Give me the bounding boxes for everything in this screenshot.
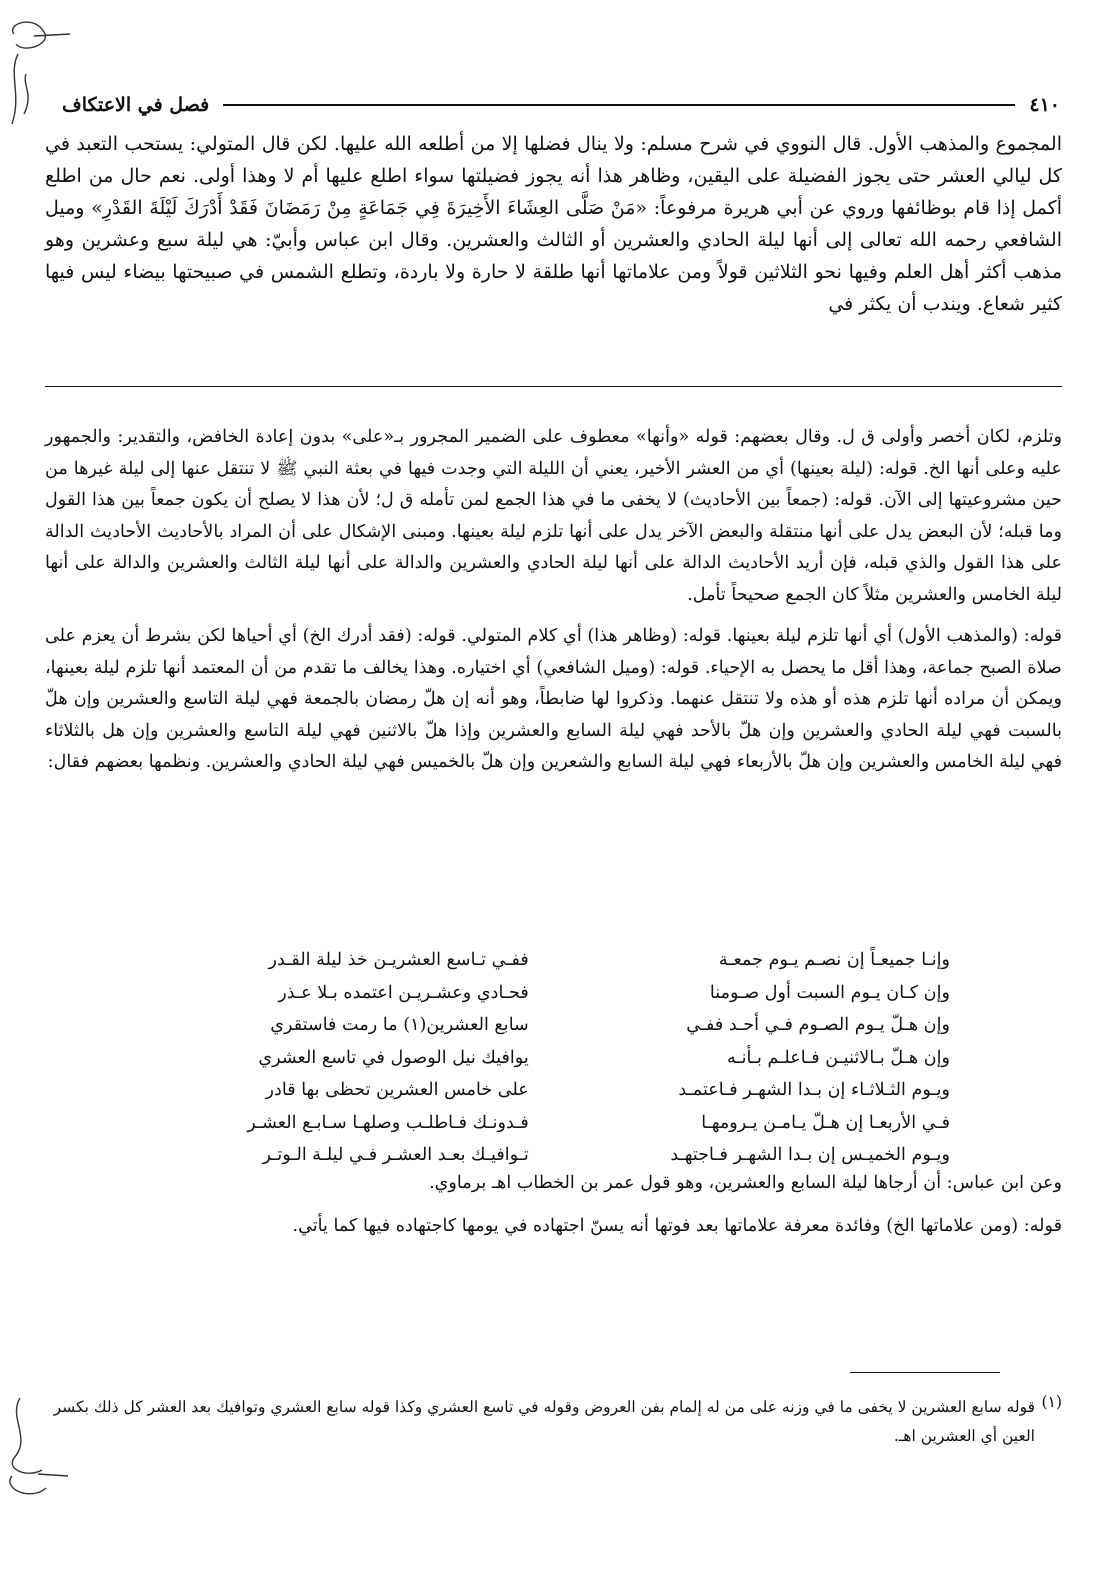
footnote: قوله سابع العشرين لا يخفى ما في وزنه على من له إلمام بفن العروض وقوله في تاسع العشري وكذا قوله سابع العشري وتوافيك بعد العشر كل ذلك بكسر العين أي العشرين اهـ. bbox=[53, 1398, 1035, 1445]
hemistich-second: يوافيك نيل الوصول في تاسع العشري bbox=[258, 1047, 529, 1068]
hemistich-first: ويـوم الخميـس إن بـدا الشهـر فـاجتهـد bbox=[670, 1145, 950, 1165]
after-poem-paragraph: قوله: (ومن علاماتها الخ) وفائدة معرفة علاماتها بعد فوتها أنه يسنّ اجتهاده في يومها كاجتهاده فيها كما يأتي. bbox=[292, 1216, 1062, 1236]
hemistich-second: تـوافيـك بعـد العشـر فـي ليلـة الـوتـر bbox=[262, 1145, 529, 1165]
poem-line bbox=[140, 944, 950, 977]
footnote-separator bbox=[850, 1372, 1000, 1373]
commentary-paragraph: قوله: (والمذهب الأول) أي أنها تلزم ليلة بعينها. قوله: (وظاهر هذا) أي كلام المتولي. قوله: (فقد أدرك الخ) أي أحياها لكن بشرط أن يعزم على صلاة الصبح جماعة، وهذا أقل ما يحصل به الإحياء. قوله: (وميل الشافعي) أي اختياره. وهذا يخالف ما تقدم من أن المعتمد أنها تلزم ليلة بعينها، ويمكن أن مراده أنها تلزم هذه أو هذه ولا تنتقل عنهما. وذكروا لها ضابطاً، وهو أنه إن هلّ رمضان بالجمعة فهي ليلة التاسع والعشرين وإن هلّ بالسبت فهي ليلة الحادي والعشرين وإن هلّ بالأحد فهي ليلة السابع والعشرين وإذا هلّ بالاثنين فهي ليلة التاسع والعشرين وإن هل بالثلاثاء فهي ليلة الخامس والعشرين وإن هلّ بالأربعاء فهي ليلة السابع والشعرين وإن هلّ بالخميس فهي ليلة الحادي والعشرين. ونظمها بعضهم فقال: bbox=[45, 626, 1062, 772]
poem-line bbox=[140, 1074, 950, 1107]
commentary-paragraph: وتلزم، لكان أخصر وأولى ق ل. وقال بعضهم: قوله «وأنها» معطوف على الضمير المجرور بـ«على» بدون إعادة الخافض، والتقدير: والجمهور عليه وعلى أنها الخ. قوله: (ليلة بعينها) أي من العشر الأخير، يعني أن الليلة التي وجدت فيها في بعثة النبي ﷺ لا تنتقل عنها إلى ليلة غيرها من حين مشروعيتها إلى الآن. قوله: (جمعاً بين الأحاديث) لا يخفى ما في هذا الجمع لمن تأمله ق ل؛ لأن هذا لا يصلح أن يكون جمعاً بين هذا القول وما قبله؛ لأن البعض يدل على أنها منتقلة والبعض الآخر يدل على أنها تلزم ليلة بعينها. ومبنى الإشكال على أن المراد بالأحاديث الأحاديث الدالة على هذا القول والذي قبله، فإن أريد الأحاديث الدالة على أنها ليلة الحادي والعشرين والدالة على أنها ليلة الثالث والعشرين والدالة على أنها ليلة الخامس والعشرين مثلاً كان الجمع صحيحاً تأمل. bbox=[45, 427, 1062, 605]
main-separator bbox=[45, 386, 1062, 387]
hemistich-second: ففـي تـاسع العشريـن خذ ليلة القـدر bbox=[268, 950, 529, 970]
poem-line bbox=[140, 1107, 950, 1140]
hemistich-first: فـي الأربعـا إن هـلّ يـامـن يـرومهـا bbox=[701, 1112, 950, 1133]
poem-line bbox=[140, 1009, 950, 1042]
poem-line bbox=[140, 1042, 950, 1075]
poem bbox=[140, 944, 950, 1172]
main-text bbox=[45, 128, 1062, 320]
hemistich-first: وإن هـلّ بـالاثنيـن فـاعلـم بـأنـه bbox=[727, 1047, 950, 1068]
poem-line bbox=[140, 977, 950, 1010]
commentary bbox=[45, 422, 1062, 789]
hemistich-first: وإن كـان يـوم السبت أول صـومنا bbox=[709, 982, 950, 1003]
after-poem-paragraph: وعن ابن عباس: أن أرجاها ليلة السابع والعشرين، وهو قول عمر بن الخطاب اهـ برماوي. bbox=[429, 1173, 1062, 1193]
hemistich-second: فحـادي وعشـريـن اعتمده بـلا عـذر bbox=[278, 982, 529, 1003]
main-paragraph: المجموع والمذهب الأول. قال النووي في شرح مسلم: ولا ينال فضلها إلا من أطلعه الله عليها. لكن قال المتولي: يستحب التعبد في كل ليالي العشر حتى يجوز الفضيلة على اليقين، وظاهر هذا أنه يجوز فضيلتها سواء اطلع عليها أم لا وهذا أولى. نعم حال من اطلع أكمل إذا قام بوظائفها وروي عن أبي هريرة مرفوعاً: «مَنْ صَلَّى العِشَاءَ الأَخِيرَةَ فِي جَمَاعَةٍ مِنْ رَمَضَانَ فَقَدْ أَدْرَكَ لَيْلَةَ القَدْرِ» وميل الشافعي رحمه الله تعالى إلى أنها ليلة الحادي والعشرين أو الثالث والعشرين. وقال ابن عباس وأبيّ: هي ليلة سبع وعشرين وهو مذهب أكثر أهل العلم وفيها نحو الثلاثين قولاً ومن علاماتها أنها طلقة لا حارة ولا باردة، وتطلع الشمس في صبيحتها بيضاء ليس فيها كثير شعاع. ويندب أن يكثر في bbox=[45, 133, 1062, 315]
hemistich-first: ويـوم الثـلاثـاء إن بـدا الشهـر فـاعتمـد bbox=[678, 1080, 950, 1100]
footnote-number: (١) bbox=[1041, 1393, 1062, 1411]
poem-line bbox=[140, 1139, 950, 1172]
after-poem-text bbox=[45, 1168, 1062, 1254]
running-header bbox=[62, 88, 1060, 122]
page-number: ٤١٠ bbox=[1029, 94, 1060, 116]
hemistich-second: فـدونـك فـاطلـب وصلهـا سـابـع العشـر bbox=[247, 1112, 529, 1133]
chapter-title: فصل في الاعتكاف bbox=[62, 94, 210, 116]
hemistich-first: وإن هـلّ يـوم الصـوم فـي أحـد ففـي bbox=[686, 1015, 950, 1035]
hemistich-second: على خامس العشرين تحظى بها قادر bbox=[265, 1080, 529, 1100]
header-rule bbox=[223, 104, 1015, 106]
hemistich-first: وإنـا جميعـاً إن نصـم يـوم جمعـة bbox=[718, 950, 950, 970]
hemistich-second: سابع العشرين(١) ما رمت فاستقري bbox=[270, 1015, 529, 1035]
